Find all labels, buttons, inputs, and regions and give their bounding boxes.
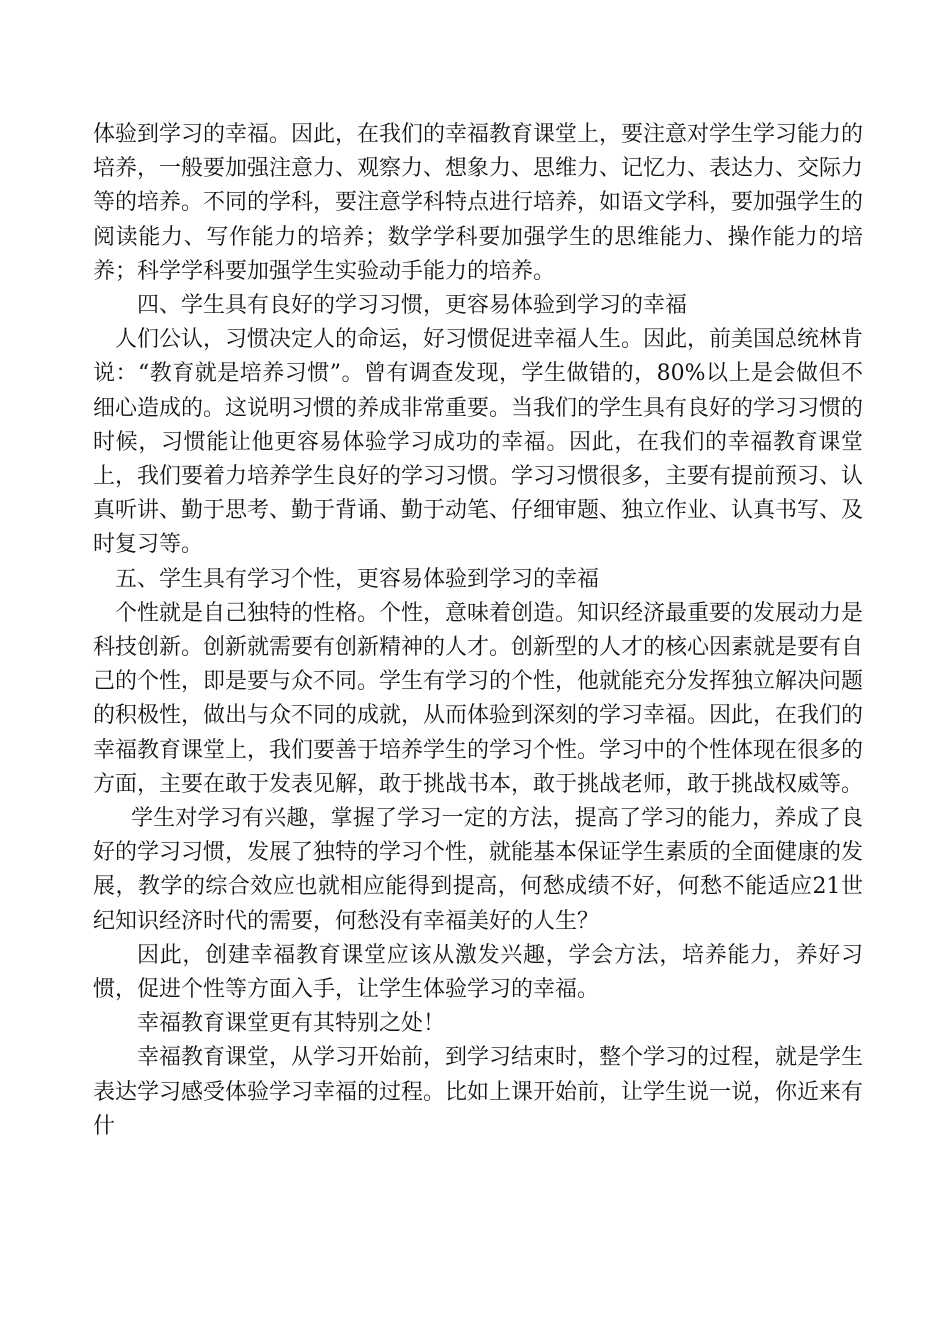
heading-good-habits: 四、学生具有良好的学习习惯，更容易体验到学习的幸福 [137, 293, 688, 319]
document-body [93, 118, 863, 1144]
heading-learning-individuality: 五、学生具有学习个性，更容易体验到学习的幸福 [115, 566, 600, 592]
paragraph-good-habits: 人们公认，习惯决定人的命运，好习惯促进幸福人生。因此，前美国总统林肯说：“教育就是培养习惯”。曾有调查发现，学生做错的，80%以上是会做但不细心造成的。这说明习惯的养成非常重要。当我们的学生具有良好的学习习惯的时候，习惯能让他更容易体验学习成功的幸福。因此，在我们的幸福教育课堂上，我们要着力培养学生良好的学习习惯。学习习惯很多，主要有提前预习、认真听讲、勤于思考、勤于背诵、勤于动笔、仔细审题、独立作业、认真书写、及时复习等。 [93, 327, 864, 558]
paragraph-happy-classroom: 幸福教育课堂，从学习开始前，到学习结束时，整个学习的过程，就是学生表达学习感受体验学习幸福的过程。比如上课开始前，让学生说一说，你近来有什 [93, 1045, 864, 1139]
paragraph-learning-ability: 体验到学习的幸福。因此，在我们的幸福教育课堂上，要注意对学生学习能力的培养，一般要加强注意力、观察力、想象力、思维力、记忆力、表达力、交际力等的培养。不同的学科，要注意学科特点进行培养，如语文学科，要加强学生的阅读能力、写作能力的培养；数学学科要加强学生的思维能力、操作能力的培养；科学学科要加强学生实验动手能力的培养。 [93, 122, 864, 284]
paragraph-conclusion: 因此，创建幸福教育课堂应该从激发兴趣，学会方法，培养能力，养好习惯，促进个性等方面入手，让学生体验学习的幸福。 [93, 942, 863, 1003]
paragraph-summary: 学生对学习有兴趣，掌握了学习一定的方法，提高了学习的能力，养成了良好的学习习惯，发展了独特的学习个性，就能基本保证学生素质的全面健康的发展，教学的综合效应也就相应能得到提高，何愁成绩不好，何愁不能适应21世纪知识经济时代的需要，何愁没有幸福美好的人生？ [93, 806, 864, 934]
paragraph-learning-individuality: 个性就是自己独特的性格。个性，意味着创造。知识经济最重要的发展动力是科技创新。创新就需要有创新精神的人才。创新型的人才的核心因素就是要有自己的个性，即是要与众不同。学生有学习的个性，他就能充分发挥独立解决问题的积极性，做出与众不同的成就，从而体验到深刻的学习幸福。因此，在我们的幸福教育课堂上，我们要善于培养学生的学习个性。学习中的个性体现在很多的方面，主要在敢于发表见解，敢于挑战书本，敢于挑战老师，敢于挑战权威等。 [93, 600, 864, 797]
paragraph-special-feature: 幸福教育课堂更有其特别之处！ [137, 1011, 446, 1037]
